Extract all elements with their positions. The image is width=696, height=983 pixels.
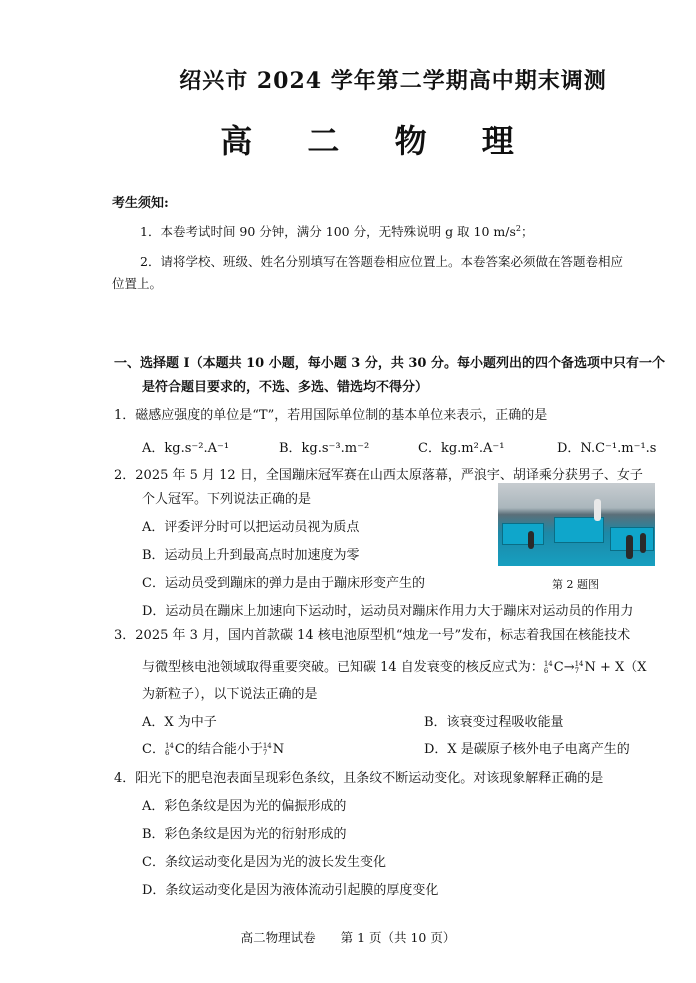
notice-item-2-line1: 2．请将学校、班级、姓名分别填写在答题卷相应位置上。本卷答案必须做在答题卷相应	[140, 254, 623, 269]
section-heading-line2: 是符合题目要求的，不选、多选、错选均不得分）	[142, 380, 429, 395]
q4-option-b: B．彩色条纹是因为光的衍射形成的	[142, 827, 347, 842]
figure-caption: 第 2 题图	[552, 578, 599, 591]
trampoline-photo	[498, 483, 655, 566]
q2-stem-line2: 个人冠军。下列说法正确的是	[142, 492, 312, 507]
q4-option-a: A．彩色条纹是因为光的偏振形成的	[142, 799, 347, 814]
q4-option-d: D．条纹运动变化是因为液体流动引起膜的厚度变化	[142, 883, 439, 898]
q2-option-b: B．运动员上升到最高点时加速度为零	[142, 548, 360, 563]
q1-stem: 1．磁感应强度的单位是“T”，若用国际单位制的基本单位来表示，正确的是	[114, 408, 548, 423]
q4-option-c: C．条纹运动变化是因为光的波长发生变化	[142, 855, 386, 870]
q3-stem-line3: 为新粒子），以下说法正确的是	[142, 687, 318, 702]
notice-heading: 考生须知:	[112, 196, 169, 211]
page-footer: 高二物理试卷 第 1 页（共 10 页）	[240, 930, 456, 945]
q1-option-c: C．kg.m².A⁻¹	[418, 441, 505, 456]
notice-item-1: 1．本卷考试时间 90 分钟，满分 100 分，无特殊说明 g 取 10 $m/s^2$；	[140, 223, 534, 239]
carbon-14-nuclide: 14 6 C	[543, 659, 564, 675]
q3-stem-line2: 与微型核电池领域取得重要突破。已知碳 14 自发衰变的核反应式为： 14 6 C→ 14 7 N + X（X	[142, 659, 647, 675]
q3-option-d: D．X 是碳原子核外电子电离产生的	[424, 742, 630, 757]
q3-option-c: C． 14 6 C的结合能小于 14 7 N	[142, 741, 285, 757]
subject-title: 高 二 物 理	[220, 122, 536, 160]
notice-item-2-line2: 位置上。	[112, 276, 163, 291]
q1-option-b: B．kg.s⁻³.m⁻²	[279, 441, 370, 456]
q4-stem: 4．阳光下的肥皂泡表面呈现彩色条纹，且条纹不断运动变化。对该现象解释正确的是	[114, 771, 604, 786]
q2-option-c: C．运动员受到蹦床的弹力是由于蹦床形变产生的	[142, 576, 425, 591]
q3-option-b: B．该衰变过程吸收能量	[424, 715, 564, 730]
q1-option-a: A．kg.s⁻².A⁻¹	[142, 441, 230, 456]
nitrogen-14-nuclide: 14 7 N	[574, 659, 596, 675]
q2-option-d: D．运动员在蹦床上加速向下运动时，运动员对蹦床作用力大于蹦床对运动员的作用力	[142, 604, 634, 619]
exam-title: 绍兴市 2024 学年第二学期高中期末调测	[179, 68, 607, 94]
q2-stem-line1: 2．2025 年 5 月 12 日，全国蹦床冠军赛在山西太原落幕，严浪宇、胡译乘分获男子、女子	[114, 468, 643, 483]
q1-option-d: D．N.C⁻¹.m⁻¹.s	[557, 441, 657, 456]
q2-option-a: A．评委评分时可以把运动员视为质点	[142, 520, 360, 535]
q3-option-a: A．X 为中子	[142, 715, 217, 730]
q3-stem-line1: 3．2025 年 3 月，国内首款碳 14 核电池原型机“烛龙一号”发布，标志着我国在核能技术	[114, 628, 631, 643]
section-heading-line1: 一、选择题 I（本题共 10 小题，每小题 3 分，共 30 分。每小题列出的四个备选项中只有一个	[114, 356, 665, 371]
